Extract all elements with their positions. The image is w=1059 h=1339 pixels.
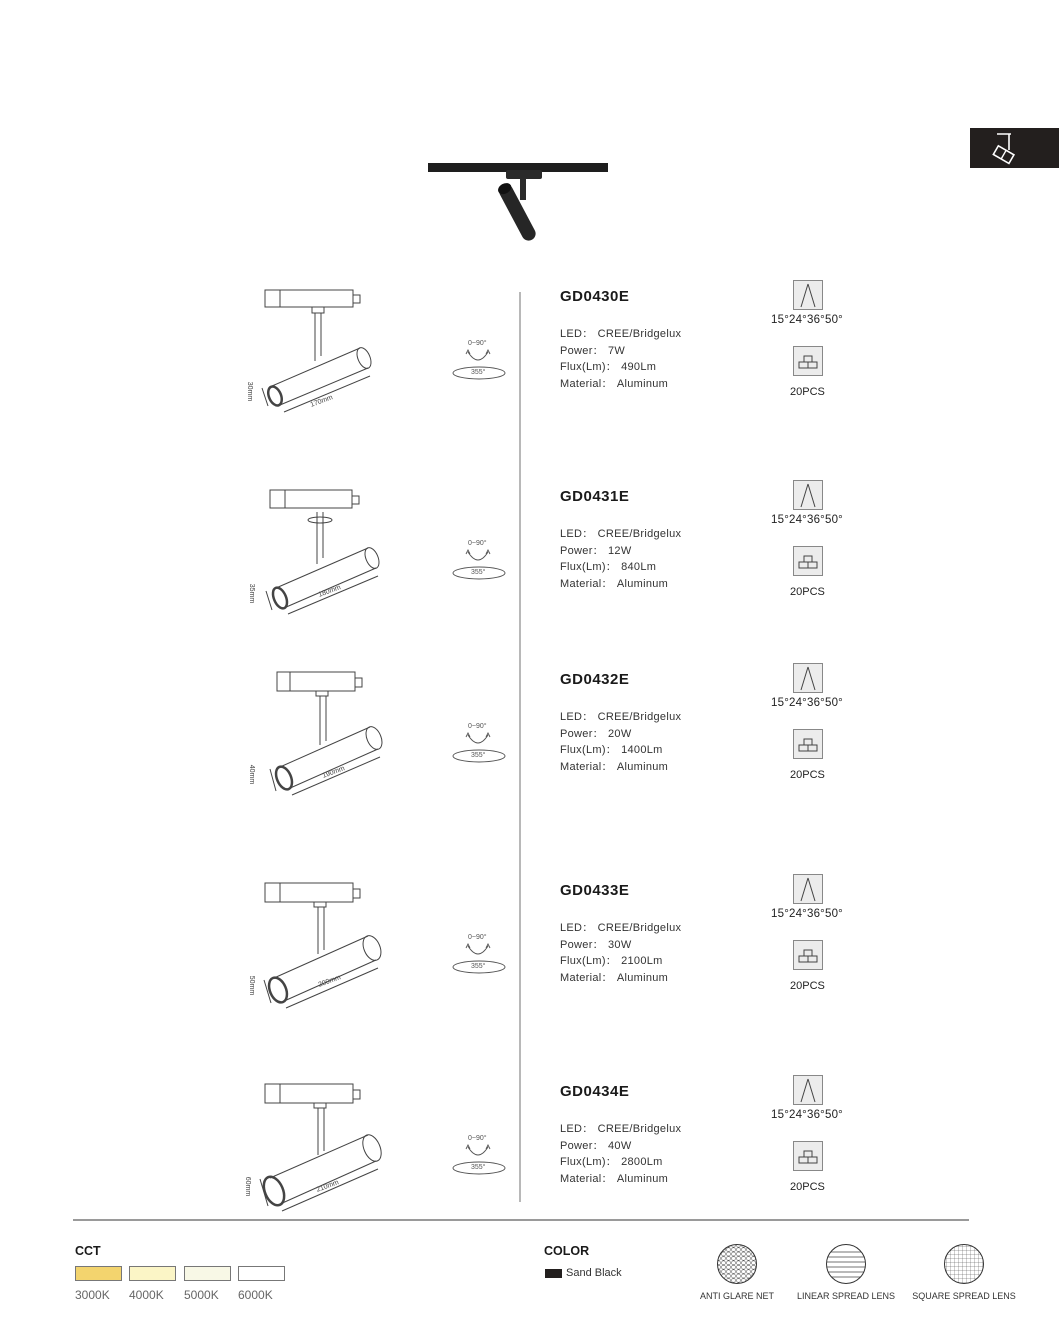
accessory-anti-glare-net bbox=[695, 1243, 779, 1301]
product-row-3 bbox=[0, 882, 1059, 1062]
cct-swatch-6000k bbox=[238, 1266, 285, 1281]
pan-range: 355° bbox=[471, 569, 486, 576]
diameter-label: 35mm bbox=[248, 583, 256, 604]
tilt-range: 0~90° bbox=[468, 340, 487, 347]
tilt-range: 0~90° bbox=[468, 540, 487, 547]
accessory-label: SQUARE SPREAD LENS bbox=[912, 1291, 1016, 1301]
beam-angles: 15°24°36°50° bbox=[771, 514, 843, 526]
accessory-label: ANTI GLARE NET bbox=[699, 1291, 774, 1301]
spec-flux: Flux(Lm)： 2800Lm bbox=[560, 1156, 663, 1168]
pan-range: 355° bbox=[471, 963, 486, 970]
diameter-label: 50mm bbox=[248, 975, 256, 996]
packing-quantity: 20PCS bbox=[790, 586, 825, 598]
fixture-dimension-drawing bbox=[240, 488, 390, 623]
beam-angle-icon bbox=[793, 280, 823, 310]
packing-quantity: 20PCS bbox=[790, 769, 825, 781]
spec-flux: Flux(Lm)： 840Lm bbox=[560, 561, 657, 573]
spec-list bbox=[560, 1121, 681, 1187]
accessory-linear-spread-lens bbox=[793, 1243, 899, 1301]
cct-label: 6000K bbox=[238, 1288, 273, 1302]
cct-swatch-3000k bbox=[75, 1266, 122, 1281]
spec-list bbox=[560, 526, 681, 592]
cct-swatch-4000k bbox=[129, 1266, 176, 1281]
beam-angles: 15°24°36°50° bbox=[771, 697, 843, 709]
rotation-diagram bbox=[448, 723, 510, 767]
square-spread-lens-icon bbox=[943, 1243, 985, 1285]
model-number: GD0431E bbox=[560, 488, 630, 505]
rotation-diagram bbox=[448, 934, 510, 978]
packing-box-icon bbox=[793, 546, 823, 576]
spec-led: LED： CREE/Bridgelux bbox=[560, 711, 682, 723]
cct-title: CCT bbox=[75, 1244, 101, 1258]
packing-box-icon bbox=[793, 729, 823, 759]
spec-power: Power： 7W bbox=[560, 344, 626, 357]
color-swatch-sand-black bbox=[545, 1269, 562, 1278]
spec-power: Power： 20W bbox=[560, 727, 632, 740]
spec-list bbox=[560, 326, 681, 392]
footer-divider bbox=[73, 1219, 969, 1221]
anti-glare-net-icon bbox=[716, 1243, 758, 1285]
length-label: 190mm bbox=[321, 765, 346, 780]
linear-spread-lens-icon bbox=[825, 1243, 867, 1285]
beam-angles: 15°24°36°50° bbox=[771, 908, 843, 920]
tilt-range: 0~90° bbox=[468, 1135, 487, 1142]
product-row-2 bbox=[0, 671, 1059, 851]
accessory-square-spread-lens bbox=[908, 1243, 1020, 1301]
tilt-range: 0~90° bbox=[468, 723, 487, 730]
length-label: 180mm bbox=[317, 584, 342, 599]
cct-swatch-5000k bbox=[184, 1266, 231, 1281]
diameter-label: 30mm bbox=[246, 381, 254, 402]
color-title: COLOR bbox=[544, 1244, 590, 1258]
spec-flux: Flux(Lm)： 1400Lm bbox=[560, 744, 663, 756]
diameter-label: 60mm bbox=[244, 1176, 252, 1197]
rotation-diagram bbox=[448, 1135, 510, 1179]
beam-angles: 15°24°36°50° bbox=[771, 314, 843, 326]
spec-led: LED： CREE/Bridgelux bbox=[560, 1123, 682, 1135]
model-number: GD0430E bbox=[560, 288, 630, 305]
pan-range: 355° bbox=[471, 369, 486, 376]
fixture-dimension-drawing bbox=[240, 288, 390, 423]
rotation-diagram bbox=[448, 340, 510, 384]
length-label: 200mm bbox=[317, 974, 342, 989]
beam-angle-icon bbox=[793, 874, 823, 904]
spec-power: Power： 12W bbox=[560, 544, 632, 557]
spec-led: LED： CREE/Bridgelux bbox=[560, 328, 682, 340]
spec-material: Material： Aluminum bbox=[560, 1172, 669, 1185]
track-spotlight-icon bbox=[980, 130, 1020, 166]
diameter-label: 40mm bbox=[248, 764, 256, 785]
spec-list bbox=[560, 709, 681, 775]
pan-range: 355° bbox=[471, 1164, 486, 1171]
accessory-label: LINEAR SPREAD LENS bbox=[796, 1291, 896, 1301]
spec-power: Power： 30W bbox=[560, 938, 632, 951]
model-number: GD0432E bbox=[560, 671, 630, 688]
beam-angle-icon bbox=[793, 663, 823, 693]
product-row-0 bbox=[0, 288, 1059, 468]
length-label: 210mm bbox=[315, 1179, 340, 1194]
length-label: 170mm bbox=[309, 394, 334, 409]
spec-flux: Flux(Lm)： 490Lm bbox=[560, 361, 657, 373]
spec-list bbox=[560, 920, 681, 986]
spec-led: LED： CREE/Bridgelux bbox=[560, 528, 682, 540]
spec-led: LED： CREE/Bridgelux bbox=[560, 922, 682, 934]
pan-range: 355° bbox=[471, 752, 486, 759]
model-number: GD0434E bbox=[560, 1083, 630, 1100]
product-row-1 bbox=[0, 488, 1059, 668]
packing-box-icon bbox=[793, 1141, 823, 1171]
spec-material: Material： Aluminum bbox=[560, 760, 669, 773]
color-label: Sand Black bbox=[566, 1267, 622, 1279]
packing-quantity: 20PCS bbox=[790, 1181, 825, 1193]
fixture-dimension-drawing bbox=[240, 671, 390, 806]
cct-label: 4000K bbox=[129, 1288, 164, 1302]
packing-box-icon bbox=[793, 940, 823, 970]
spec-flux: Flux(Lm)： 2100Lm bbox=[560, 955, 663, 967]
product-row-4 bbox=[0, 1083, 1059, 1263]
category-tab bbox=[970, 128, 1059, 168]
beam-angles: 15°24°36°50° bbox=[771, 1109, 843, 1121]
model-number: GD0433E bbox=[560, 882, 630, 899]
fixture-dimension-drawing bbox=[240, 1083, 390, 1218]
cct-label: 5000K bbox=[184, 1288, 219, 1302]
track-light-product-photo bbox=[428, 160, 608, 242]
rotation-diagram bbox=[448, 540, 510, 584]
spec-material: Material： Aluminum bbox=[560, 971, 669, 984]
beam-angle-icon bbox=[793, 480, 823, 510]
cct-label: 3000K bbox=[75, 1288, 110, 1302]
beam-angle-icon bbox=[793, 1075, 823, 1105]
spec-material: Material： Aluminum bbox=[560, 377, 669, 390]
tilt-range: 0~90° bbox=[468, 934, 487, 941]
fixture-dimension-drawing bbox=[240, 882, 390, 1017]
spec-material: Material： Aluminum bbox=[560, 577, 669, 590]
packing-box-icon bbox=[793, 346, 823, 376]
spec-power: Power： 40W bbox=[560, 1139, 632, 1152]
packing-quantity: 20PCS bbox=[790, 980, 825, 992]
packing-quantity: 20PCS bbox=[790, 386, 825, 398]
